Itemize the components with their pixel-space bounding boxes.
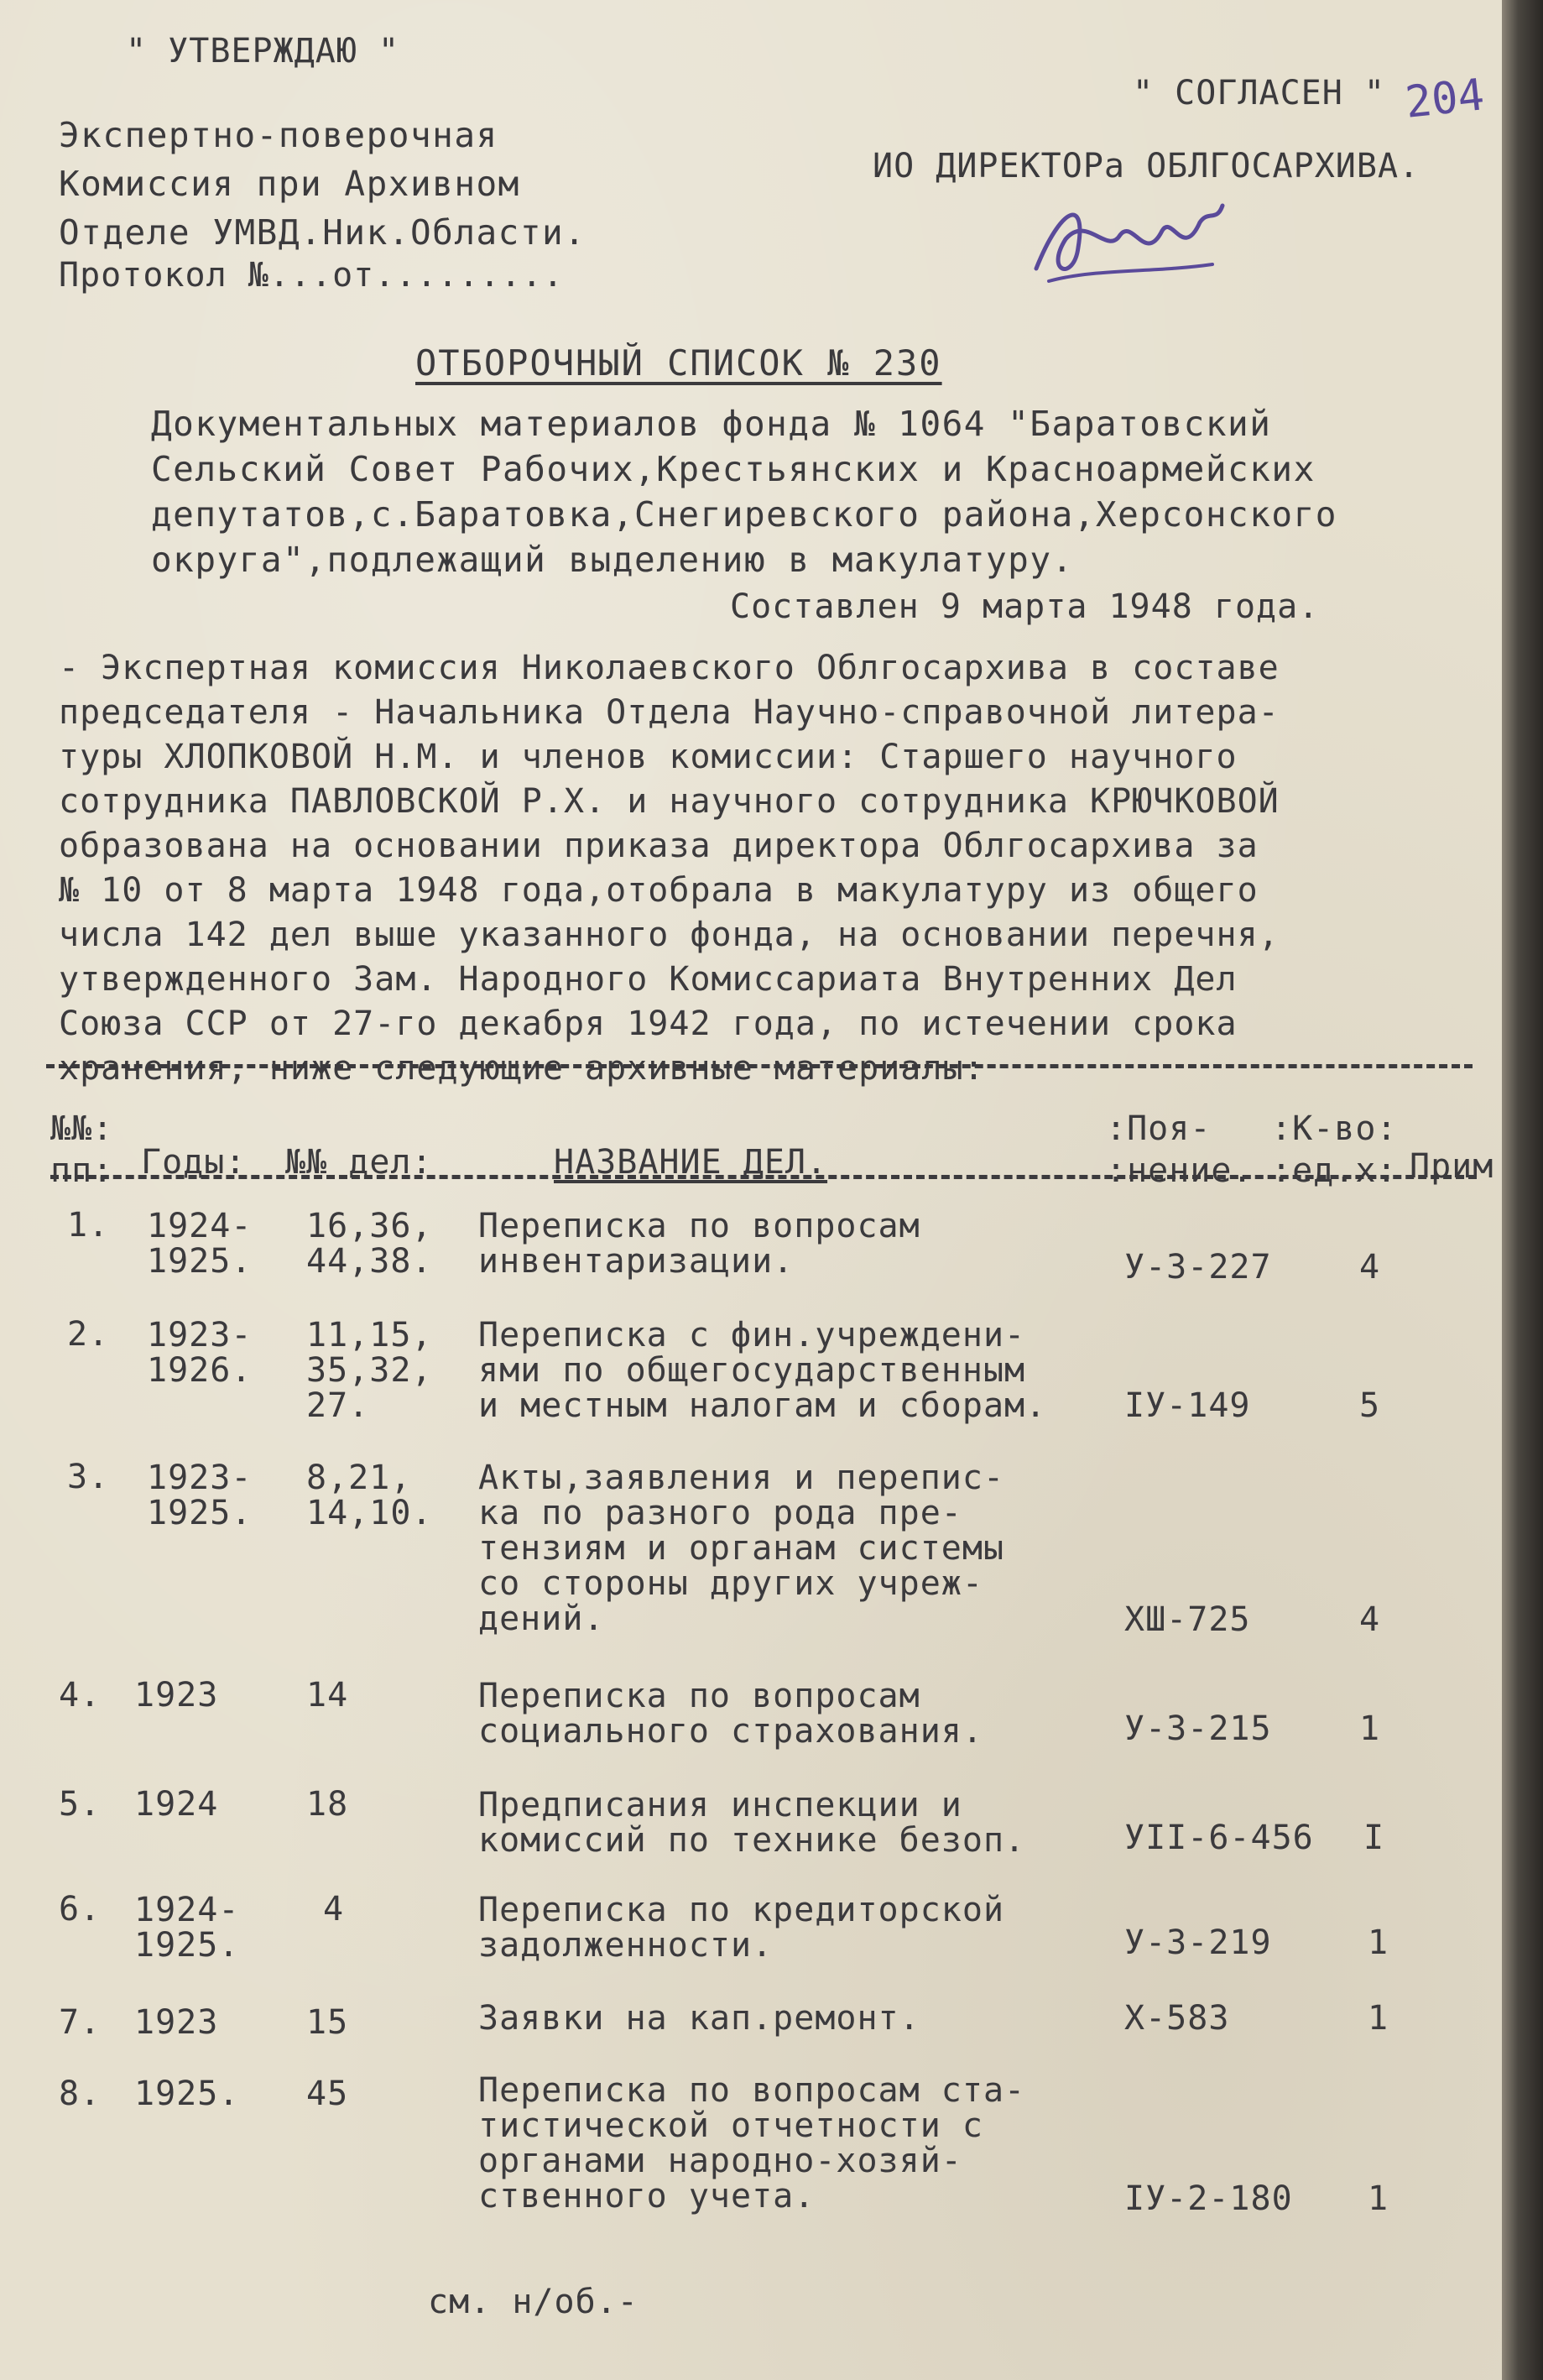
row-cases: 16,36, 44,38.	[306, 1207, 433, 1281]
row-years: 1923	[134, 1676, 219, 1715]
header-years: Годы:	[141, 1143, 247, 1182]
compiled-date: Составлен 9 марта 1948 года.	[730, 587, 1320, 626]
row-years: 1924- 1925.	[147, 1207, 253, 1281]
row-explanation: Х-583	[1124, 1999, 1230, 2038]
row-title: Акты,заявления и перепис- ка по разного рода пре- тензиям и органам системы со стороны других учреж- дений.	[478, 1459, 1005, 1638]
row-cases: 14	[306, 1676, 349, 1715]
row-years: 1924- 1925.	[134, 1891, 240, 1965]
row-count: 1	[1368, 1999, 1389, 2038]
header-note: Прим	[1410, 1147, 1494, 1186]
row-count: I	[1363, 1819, 1385, 1857]
row-num: 5.	[59, 1785, 102, 1824]
row-title: Переписка по вопросам социального страхования.	[478, 1677, 983, 1751]
row-count: 4	[1359, 1248, 1381, 1287]
header-title: НАЗВАНИЕ ДЕЛ.	[554, 1143, 828, 1182]
row-num: 7.	[59, 2003, 102, 2042]
row-count: 1	[1368, 2179, 1389, 2218]
continue-note: см. н/об.-	[428, 2283, 639, 2321]
body-paragraph: - Экспертная комиссия Николаевского Облгосархива в составе председателя - Начальника Отдела Научно-справочной литера- туры ХЛОПКОВОЙ Н.М. и членов комиссии: Старшего научного сотрудника ПАВЛОВСКОЙ Р.Х. и научного сотрудника КРЮЧКОВОЙ образована на основании приказа директора Облгосархива за № 10 от 8 марта 1948 года,отобрала в макулатуру из общего числа 142 дел выше указанного фонда, на основании перечня, утвержденного Зам. Народного Комиссариата Внутренних Дел Союза ССР от 27-го декабря 1942 года, по истечении срока хранения, ниже следующие архивные материалы:	[59, 649, 1280, 1088]
row-years: 1925.	[134, 2075, 240, 2113]
row-num: 3.	[67, 1458, 110, 1496]
row-cases: 8,21, 14,10.	[306, 1459, 433, 1532]
agree-stamp: " СОГЛАСЕН "	[1133, 74, 1385, 112]
document-subtitle: Документальных материалов фонда № 1064 "Баратовский Сельский Совет Рабочих,Крестьянских и Красноармейских депутатов,с.Баратовка,Снегиревского района,Херсонского округа",подлежащий выделению в макулатуру.	[151, 404, 1337, 580]
document-title: ОТБОРОЧНЫЙ СПИСОК № 230	[415, 342, 942, 384]
row-cases: 11,15, 35,32, 27.	[306, 1316, 433, 1425]
approve-body: Экспертно-поверочная Комиссия при Архивном Отделе УМВД.Ник.Области.	[59, 115, 586, 253]
row-cases: 45	[306, 2075, 349, 2113]
row-count: 1	[1368, 1923, 1389, 1962]
sheet-number: 204	[1403, 70, 1487, 128]
header-explanation: :Поя- :нение.	[1106, 1109, 1254, 1190]
row-years: 1923- 1925.	[147, 1459, 253, 1532]
approve-protocol: Протокол №...от.........	[59, 256, 564, 295]
row-explanation: У-3-227	[1124, 1248, 1272, 1287]
header-num: №№: пп:	[50, 1109, 114, 1190]
row-num: 4.	[59, 1676, 102, 1715]
row-explanation: IУ-149	[1124, 1386, 1251, 1425]
row-num: 1.	[67, 1206, 110, 1245]
row-count: 4	[1359, 1600, 1381, 1639]
header-count: :К-во: :ед.х:	[1271, 1109, 1398, 1190]
row-num: 6.	[59, 1890, 102, 1929]
row-years: 1923- 1926.	[147, 1316, 253, 1390]
row-title: Переписка с фин.учреждени- ями по общегосударственным и местным налогам и сборам.	[478, 1316, 1047, 1425]
row-num: 2.	[67, 1315, 110, 1354]
row-cases: 4	[323, 1890, 345, 1929]
row-explanation: У-3-215	[1124, 1709, 1272, 1748]
signature-icon	[1028, 189, 1229, 298]
row-explanation: ХШ-725	[1124, 1600, 1251, 1639]
row-title: Переписка по вопросам ста- тистической отчетности с органами народно-хозяй- ственного учета.	[478, 2071, 1026, 2216]
row-title: Предписания инспекции и комиссий по технике безоп.	[478, 1786, 1026, 1860]
row-title: Заявки на кап.ремонт.	[478, 1999, 920, 2038]
row-title: Переписка по кредиторской задолженности.	[478, 1891, 1005, 1965]
header-cases: №№ дел:	[285, 1143, 433, 1182]
row-explanation: УII-6-456	[1124, 1819, 1314, 1857]
row-count: 1	[1359, 1709, 1381, 1748]
table-top-rule	[46, 1064, 1473, 1068]
page-edge-shadow	[1502, 0, 1543, 2380]
row-years: 1924	[134, 1785, 219, 1824]
row-explanation: IУ-2-180	[1124, 2179, 1293, 2218]
row-explanation: У-3-219	[1124, 1923, 1272, 1962]
approve-stamp: " УТВЕРЖДАЮ "	[126, 32, 400, 70]
agree-director: ИО ДИРЕКТОРа ОБЛГОСАРХИВА.	[873, 147, 1420, 185]
row-cases: 15	[306, 2003, 349, 2042]
row-count: 5	[1359, 1386, 1381, 1425]
row-years: 1923	[134, 2003, 219, 2042]
row-title: Переписка по вопросам инвентаризации.	[478, 1207, 920, 1281]
row-num: 8.	[59, 2075, 102, 2113]
row-cases: 18	[306, 1785, 349, 1824]
